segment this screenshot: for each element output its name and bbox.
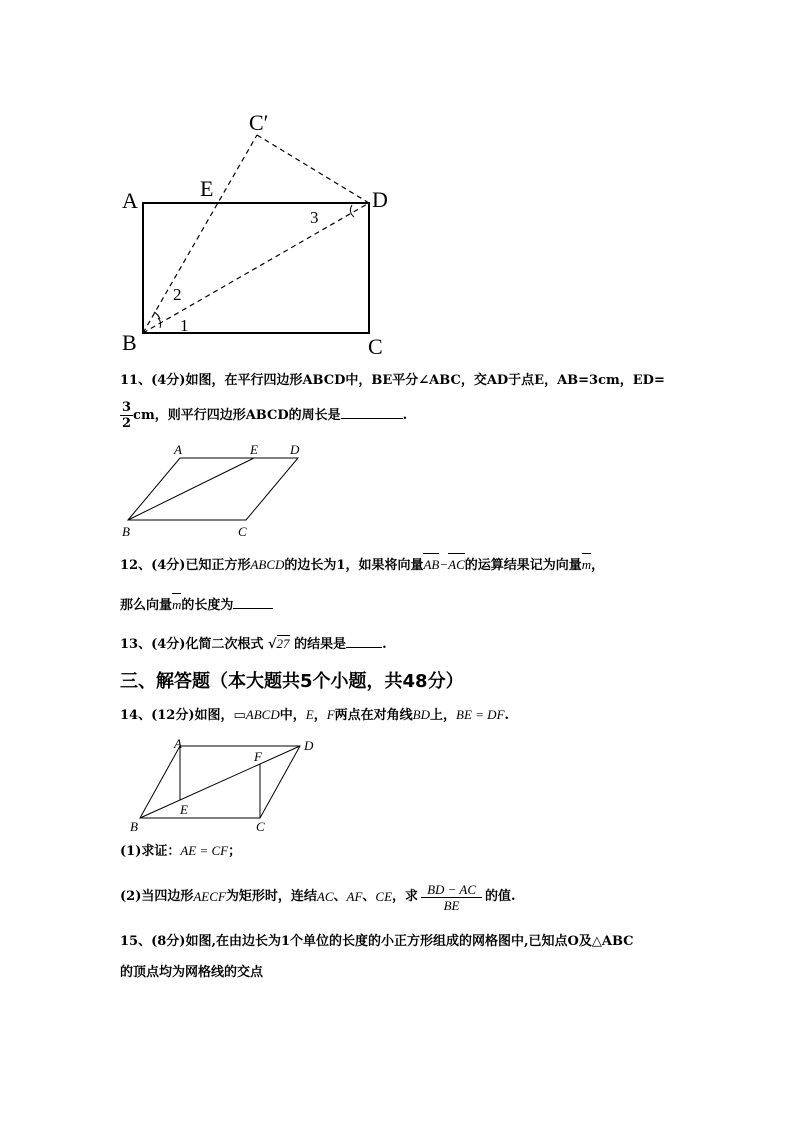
- vector-m: m: [581, 557, 592, 572]
- sqrt-symbol: √: [267, 637, 277, 652]
- q14-stem: 14、(12分)如图，▭ABCD中，E，F两点在对角线BD上，BE = DF.: [120, 707, 510, 723]
- vector-ab: AB: [423, 557, 440, 572]
- figure-fold-rectangle: [110, 100, 400, 365]
- section-heading: 三、解答题（本大题共5个小题，共48分）: [120, 671, 464, 692]
- svg-text:F: F: [254, 749, 262, 764]
- q11-line1: 11、(4分)如图，在平行四边形ABCD中，BE平分∠ABC，交AD于点E，AB=3cm，ED=: [120, 373, 665, 388]
- figure-q11-parallelogram: [118, 440, 318, 545]
- q14-sub2: (2)当四边形 AECF 为矩形时，连结 AC 、 AF 、 CE ，求 $\frac{BD - AC}{BE}$ 的值.: [120, 881, 516, 913]
- q13-line: 13、(4分)化简二次根式 √27 的结果是 .: [120, 636, 387, 652]
- q14-fraction: $\frac{BD - AC}{BE}$: [421, 882, 482, 913]
- figure-q14-parallelogram: [124, 734, 324, 836]
- label-c: C: [368, 334, 383, 359]
- q13-answer-blank: [346, 635, 382, 648]
- q15-line1: 15、(8分)如图,在由边长为1个单位的长度的小正方形组成的网格图中,已知点O及△ABC: [120, 934, 634, 949]
- label-angle-3: 3: [310, 208, 319, 227]
- q12-answer-blank: [233, 596, 273, 609]
- svg-text:B: B: [130, 819, 138, 834]
- svg-text:C: C: [256, 819, 265, 834]
- svg-text:D: D: [290, 442, 300, 457]
- angle-arc-2: [154, 312, 160, 319]
- q11-fraction: $\frac{3}{2}$: [122, 400, 132, 431]
- q15-line2: 的顶点均为网格线的交点: [120, 965, 264, 980]
- q11-line2: $\frac{3}{2}$ cm，则平行四边形ABCD的周长是 .: [122, 400, 408, 431]
- label-angle-1: 1: [180, 316, 189, 335]
- angle-arc-3: [350, 205, 354, 217]
- q14-sub1: (1)求证：AE = CF；: [120, 843, 242, 859]
- svg-text:E: E: [250, 442, 258, 457]
- line-bc-prime: [143, 135, 257, 333]
- q12-line2: 那么向量m的长度为: [120, 596, 273, 615]
- label-a: A: [122, 188, 138, 213]
- q12-line1: 12、(4分)已知正方形ABCD的边长为1，如果将向量AB−AC的运算结果记为向量m，: [120, 557, 605, 573]
- label-angle-2: 2: [173, 285, 182, 304]
- label-d: D: [372, 187, 388, 212]
- svg-text:C: C: [238, 524, 247, 539]
- label-c-prime: C′: [249, 110, 269, 135]
- label-b: B: [122, 330, 137, 355]
- label-e: E: [200, 176, 214, 201]
- svg-text:A: A: [174, 736, 182, 751]
- svg-text:E: E: [180, 802, 188, 817]
- line-c-prime-d: [257, 135, 369, 203]
- svg-text:A: A: [174, 442, 182, 457]
- svg-text:D: D: [304, 738, 314, 753]
- svg-text:B: B: [122, 524, 130, 539]
- line-bd: [143, 203, 369, 333]
- vector-ac: AC: [448, 557, 465, 572]
- q11-answer-blank: [341, 406, 403, 419]
